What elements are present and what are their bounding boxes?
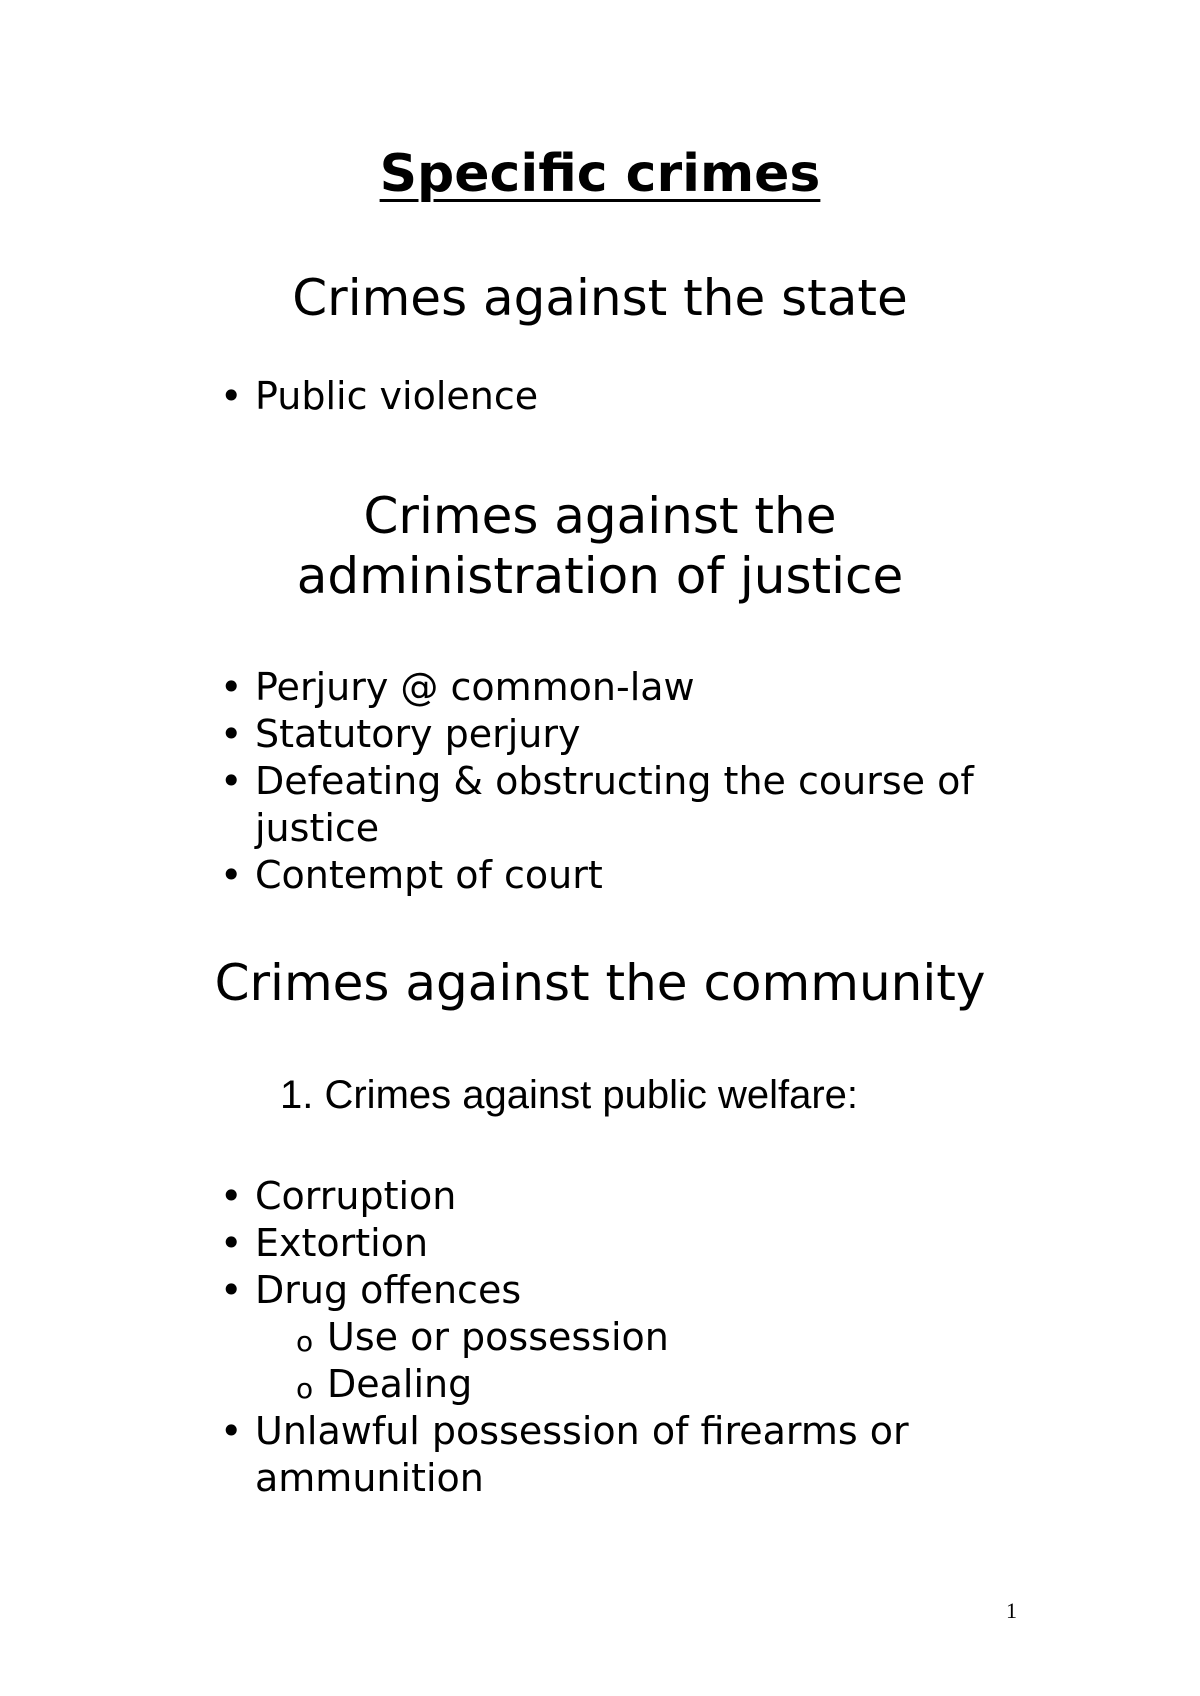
page-title: Specific crimes xyxy=(379,144,821,204)
bullet-icon: • xyxy=(220,853,243,897)
subsection-heading-public-welfare: 1. Crimes against public welfare: xyxy=(280,1073,859,1117)
section-heading-justice-line2: administration of justice xyxy=(296,547,904,605)
page-number: 1 xyxy=(1006,1598,1017,1623)
list-item xyxy=(0,1408,1055,1502)
circle-bullet-icon: o xyxy=(296,1372,314,1405)
list-item-text: Statutory perjury xyxy=(255,712,581,756)
list-item-text: Defeating & obstructing the course of justice xyxy=(255,759,974,850)
section-heading-state: Crimes against the state xyxy=(292,269,908,327)
circle-bullet-icon: o xyxy=(296,1325,314,1358)
list-item-text: Contempt of court xyxy=(255,853,603,897)
list-item-text: Perjury @ common-law xyxy=(255,665,695,709)
state-crimes-list xyxy=(0,373,1055,420)
list-item-text: Drug offences xyxy=(255,1268,522,1312)
section-heading-community: Crimes against the community xyxy=(214,954,986,1012)
bullet-icon: • xyxy=(220,1409,243,1453)
list-item xyxy=(0,1220,1055,1267)
list-item-text: Unlawful possession of firearms or ammunition xyxy=(255,1409,909,1500)
list-item-text: Extortion xyxy=(255,1221,429,1265)
community-crimes-list xyxy=(0,1173,1127,1502)
sub-list-item xyxy=(0,1361,1127,1408)
list-item xyxy=(0,664,1055,711)
bullet-icon: • xyxy=(220,374,243,418)
section-heading-justice-line1: Crimes against the xyxy=(363,487,837,545)
bullet-icon: • xyxy=(220,1174,243,1218)
sub-list-item-text: Use or possession xyxy=(327,1315,669,1359)
list-item xyxy=(0,758,1055,852)
bullet-icon: • xyxy=(220,665,243,709)
sub-list-item-text: Dealing xyxy=(327,1362,473,1406)
bullet-icon: • xyxy=(220,1221,243,1265)
list-item xyxy=(0,852,1055,899)
bullet-icon: • xyxy=(220,759,243,803)
justice-crimes-list xyxy=(0,664,1055,899)
bullet-icon: • xyxy=(220,712,243,756)
list-item-text: Corruption xyxy=(255,1174,457,1218)
list-item xyxy=(0,1173,1055,1220)
list-item-text: Public violence xyxy=(255,374,539,418)
list-item xyxy=(0,711,1055,758)
list-item xyxy=(0,1267,1055,1314)
list-item xyxy=(0,373,1055,420)
bullet-icon: • xyxy=(220,1268,243,1312)
sub-list-item xyxy=(0,1314,1127,1361)
